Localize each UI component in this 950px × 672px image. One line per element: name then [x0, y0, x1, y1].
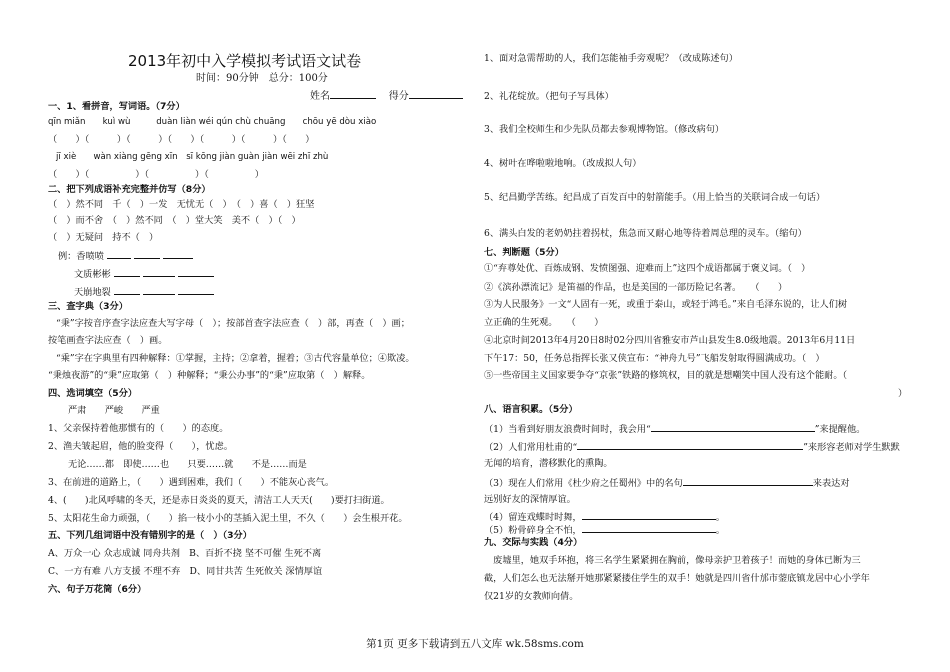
pinyin-row-2: jī xiè wàn xiàng gēng xīn sī kōng jiàn guàn jiàn wēi zhī zhù — [56, 152, 329, 162]
sentence-q5: 5、纪昌勤学苦练。纪昌成了百发百中的射箭能手。（用上恰当的关联词合成一句话） — [484, 192, 826, 203]
fill-q2[interactable]: 2、渔夫皱起眉，他的脸变得（ ），忧虑。 — [48, 441, 233, 452]
sentence-q2: 2、礼花绽放。（把句子写具体） — [484, 91, 614, 102]
imitation-row-1 — [58, 250, 193, 263]
imitation-row-2 — [74, 268, 214, 281]
judge-q5: ⑤一些帝国主义国家要争夺“京张”铁路的修筑权，目的就是想嘲笑中国人没有这个能耐。（ — [484, 370, 848, 381]
fill-q5[interactable]: 5、太阳花生命力顽强，（ ）掐一枝小小的茎插入泥土里，不久（ ）会生根开花。 — [48, 513, 408, 524]
idiom-row-2[interactable]: （ ）而不舍 （ ）然不同 （ ）堂大笑 美不（ ）（ ） — [48, 215, 301, 226]
imitation-blank[interactable] — [134, 250, 160, 259]
section-8-heading: 八、语言积累。（5分） — [484, 404, 578, 415]
imitation-blank[interactable] — [178, 286, 214, 295]
accumulation-q2-cont: 无闻的培育，潜移默化的熏陶。 — [484, 458, 613, 469]
dictionary-q2-cont[interactable]: “秉烛夜游”的“秉”应取第（ ）种解释；“秉公办事”的“秉”应取第（ ）解释。 — [48, 370, 371, 381]
judge-q4: ④北京时间2013年4月20日8时02分四川省雅安市芦山县发生8.0级地震。2013年6月11日 — [484, 335, 856, 346]
accumulation-q3-text: （3）现在人们常用《杜少府之任蜀州》中的名句 — [484, 478, 683, 489]
section-9-heading-text: 九、交际与实践（4分） — [484, 537, 583, 548]
name-blank[interactable] — [330, 90, 376, 99]
answer-blank[interactable] — [683, 477, 813, 486]
judge-q5-cont[interactable]: ） — [898, 388, 908, 399]
fill-q4[interactable]: 4、( )北风呼啸的冬天，还是赤日炎炎的夏天，清洁工人天天( )要打扫街道。 — [48, 495, 390, 506]
sentence-q3: 3、我们全校师生和少先队员都去参观博物馆。（修改病句） — [484, 124, 725, 135]
word-choices-2: 无论……都 即使……也 只要……就 不是……而是 — [68, 459, 307, 470]
judge-q2[interactable]: ②《滨孙漂流记》是笛福的作品，也是美国的一部历险记名著。 （ ） — [484, 282, 788, 293]
sentence-q1: 1、面对急需帮助的人，我们怎能袖手旁观呢？（改成陈述句） — [484, 53, 738, 64]
accumulation-q2-tail: ”来形容老师对学生默默 — [803, 442, 900, 453]
judge-q4-cont[interactable]: 下午17：50，任务总指挥长张又侠宣布：“神舟九号”飞船发射取得圆满成功。（ ） — [484, 353, 825, 364]
score-blank[interactable] — [409, 90, 463, 99]
imitation-blank[interactable] — [107, 250, 131, 259]
fill-q1[interactable]: 1、父亲保持着他那惯有的（ ）的态度。 — [48, 423, 229, 434]
accumulation-q4-text: （4）留连戏蝶时时舞， — [484, 512, 582, 523]
section-3-heading: 三、查字典（3分） — [48, 301, 128, 312]
accumulation-q5: （5）粉骨碎身全不怕， 。 — [484, 525, 725, 536]
accumulation-q5-text: （5）粉骨碎身全不怕， — [484, 525, 582, 536]
passage-line-3: 仅21岁的女教师向倩。 — [484, 591, 579, 602]
accumulation-q3 — [484, 477, 850, 490]
sentence-q6: 6、满头白发的老奶奶拄着拐杖，焦急而又耐心地等待着周总理的灵车。（缩句） — [484, 228, 807, 239]
judge-q3-cont[interactable]: 立正确的生死观。 （ ） — [484, 317, 604, 328]
example-word: 天崩地裂 — [74, 287, 111, 298]
answer-blank[interactable] — [577, 441, 803, 450]
passage-line-2: 截，人们怎么也无法掰开她那紧紧搂住学生的双手！她就是四川省什邡市蓥底镇龙居中心小学年 — [484, 573, 870, 584]
idiom-row-3[interactable]: （ ）无疑问 持不（ ） — [48, 232, 159, 243]
word-choices-1: 严肃 严峻 严重 — [68, 405, 160, 416]
accumulation-q1-tail: ”来提醒他。 — [814, 424, 866, 435]
dictionary-q2: “乘”字在字典里有四种解释：①掌握，主持；②拿着，握着；③古代容量单位；④欺凌。 — [56, 353, 415, 364]
page-footer: 第1页 更多下载请到五八文库 wk.58sms.com — [366, 638, 584, 650]
imitation-row-3 — [74, 286, 214, 299]
time-score-line: 时间：90分钟 总分：100分 — [196, 73, 328, 84]
accumulation-q4: （4）留连戏蝶时时舞， 。 — [484, 512, 725, 523]
accumulation-q3-tail: 来表达对 — [812, 478, 850, 489]
score-label: 得分 — [388, 91, 409, 102]
section-6-heading: 六、句子万花筒（6分） — [48, 584, 147, 595]
accumulation-q3-cont: 远别好友的深情厚谊。 — [484, 494, 576, 505]
accumulation-q2 — [484, 441, 900, 454]
section-1-heading: 一、1、看拼音，写词语。（7分） — [48, 101, 185, 112]
answer-blank[interactable] — [651, 423, 815, 432]
accumulation-q1-text: （1）当看到好朋友浪费时间时，我会用“ — [484, 424, 651, 435]
dictionary-q1-cont[interactable]: 按笔画查字法应查（ ）画。 — [48, 335, 168, 346]
imitation-blank[interactable] — [143, 268, 175, 277]
answer-blanks-row-1[interactable]: （ ）（ ）（ ）（ ）（ ）（ ）（ ） — [48, 134, 315, 145]
answer-blank[interactable] — [582, 524, 716, 533]
answer-blank[interactable] — [582, 511, 716, 520]
section-2-heading: 二、把下列成语补充完整并仿写（8分） — [48, 184, 211, 195]
idiom-row-1[interactable]: （ ）然不同 千（ ）一发 无忧无（ ） （ ）喜（ ）狂坚 — [48, 199, 315, 210]
answer-blanks-row-2[interactable]: （ ）（ ）（ ）（ ） — [48, 169, 264, 180]
name-label: 姓名 — [310, 91, 330, 102]
section-4-heading: 四、选词填空（5分） — [48, 388, 138, 399]
accumulation-q1 — [484, 423, 865, 436]
accumulation-q2-text: （2）人们常用杜甫的“ — [484, 442, 578, 453]
example-word: 文质彬彬 — [74, 269, 111, 280]
imitation-blank[interactable] — [114, 286, 140, 295]
section-7-heading: 七、判断题（5分） — [484, 247, 564, 258]
imitation-blank[interactable] — [163, 250, 193, 259]
section-5-heading: 五、下列几组词语中没有错别字的是（ ）（3分） — [48, 530, 252, 541]
judge-q3: ③为人民服务》一文“人固有一死，或重于泰山，或轻于鸿毛。”来自毛泽东说的，让人们树 — [484, 299, 848, 310]
fill-q3[interactable]: 3、在前进的道路上，（ ）遇到困难，我们（ ）不能灰心丧气。 — [48, 477, 335, 488]
dictionary-q1[interactable]: “秉”字按音序查字法应查大写字母（ ）；按部首查字法应查（ ）部，再查（ ）画； — [56, 318, 410, 329]
judge-q1[interactable]: ①“弃尊处优、百炼成钢、发愤图强、迎难而上”这四个成语都属于褒义词。（ ） — [484, 263, 811, 274]
imitation-blank[interactable] — [178, 268, 214, 277]
sentence-q4: 4、树叶在哗啦啦地响。（改成拟人句） — [484, 158, 642, 169]
choice-ab[interactable]: A、万众一心 众志成诚 同舟共剂 B、百折不挠 坚不可催 生死不离 — [48, 548, 322, 559]
choice-cd[interactable]: C、一方有难 八方支援 不理不弃 D、同甘共苦 生死攸关 深情厚谊 — [48, 566, 323, 577]
name-score-line — [310, 90, 463, 103]
pinyin-row-1: qīn miǎn kuì wù duàn liàn wéi qún chù chuāng chōu yē dòu xiào — [48, 117, 377, 127]
page-title: 2013年初中入学模拟考试语文试卷 — [128, 52, 362, 70]
imitation-blank[interactable] — [143, 286, 175, 295]
passage-line-1: 废墟里，她双手环抱，将三名学生紧紧拥在胸前，像母亲护卫着孩子！而她的身体已断为三 — [484, 555, 861, 566]
example-label: 例：香喷喷 — [58, 251, 104, 262]
imitation-blank[interactable] — [114, 268, 140, 277]
